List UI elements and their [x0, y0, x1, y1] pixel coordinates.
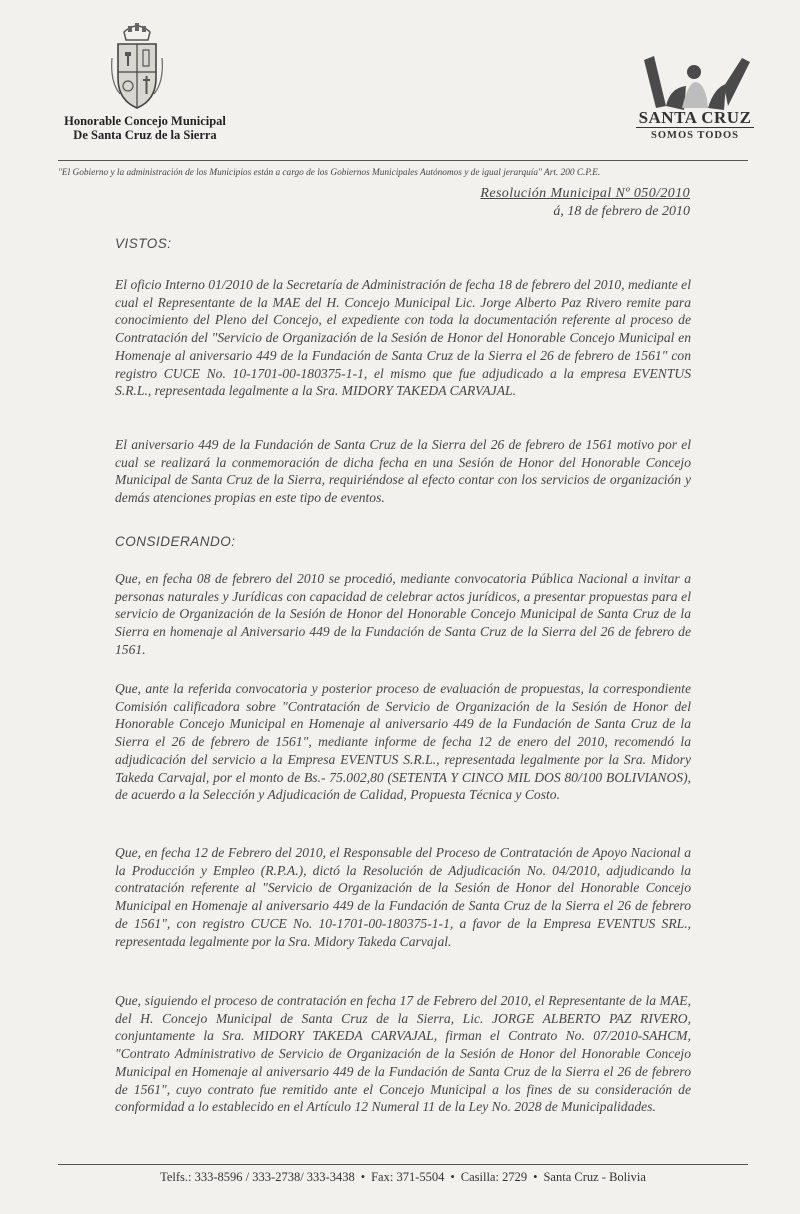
org-line-1: Honorable Concejo Municipal [64, 114, 226, 128]
footer-contact: Telfs.: 333-8596 / 333-2738/ 333-3438 • Fax: 371-5504 • Casilla: 2729 • Santa Cruz - Bolivia [160, 1170, 646, 1184]
footer-divider [58, 1164, 748, 1165]
header-divider [58, 160, 748, 161]
organization-name [40, 114, 250, 142]
logo-title: SANTA CRUZ [638, 108, 752, 127]
paragraph-considerando-1: Que, en fecha 08 de febrero del 2010 se procedió, mediante convocatoria Pública Nacional a invitar a personas naturales y Jurídicas con capacidad de celebrar actos jurídicos, a presentar propuestas para el servicio de Organización de la Sesión de Honor del Honorable Concejo Municipal de Santa Cruz de la Sierra en homenaje al Aniversario 449 de la Fundación de Santa Cruz de la Sierra del 26 de febrero de 1561. [115, 571, 691, 657]
footer-casilla: Casilla: 2729 [460, 1170, 528, 1184]
considerando-heading: CONSIDERANDO: [115, 534, 236, 549]
paragraph-considerando-3: Que, en fecha 12 de Febrero del 2010, el Responsable del Proceso de Contratación de Apoyo Nacional a la Producción y Empleo (R.P.A.), dictó la Resolución de Adjudicación No. 04/2010, adjudicando la contratación referente al "Servicio de Organización de la Sesión de Honor del Honorable Concejo Municipal en Homenaje al aniversario 449 de la Fundación de Santa Cruz de la Sierra el 26 de febrero de 1561", con registro CUCE No. 10-1701-00-180375-1-1, a favor de la Empresa EVENTUS SRL., representada legalmente por la Sra. Midory Takeda Carvajal. [115, 845, 691, 949]
logo-subtitle: SOMOS TODOS [636, 127, 754, 141]
paragraph-vistos-2: El aniversario 449 de la Fundación de Santa Cruz de la Sierra del 26 de febrero de 1561 motivo por el cual se realizará la conmemoración de dicha fecha en una Sesión de Honor del Honorable Concejo Municipal de Santa Cruz de la Sierra, requiriéndose al efecto contar con los servicios de organización y demás atenciones propias en este tipo de eventos. [115, 437, 691, 506]
org-line-2: De Santa Cruz de la Sierra [73, 128, 217, 142]
resolution-date: á, 18 de febrero de 2010 [553, 204, 690, 219]
footer-phones: Telfs.: 333-8596 / 333-2738/ 333-3438 [160, 1170, 355, 1184]
paragraph-vistos-1: El oficio Interno 01/2010 de la Secretaría de Administración de fecha 18 de febrero del 2010, mediante el cual el Representante de la MAE del H. Concejo Municipal Lic. Jorge Alberto Paz Rivero remite para conocimiento del Pleno del Concejo, el expediente con toda la documentación referente al proceso de Contratación del "Servicio de Organización de la Sesión de Honor del Honorable Concejo Municipal en Homenaje al aniversario 449 de la Fundación de Santa Cruz de la Sierra el 26 de febrero de 1561" con registro CUCE No. 10-1701-00-180375-1-1, el mismo que fue adjudicado a la empresa EVENTUS S.R.L., representada legalmente a la Sra. MIDORY TAKEDA CARVAJAL. [115, 277, 691, 399]
paragraph-considerando-4: Que, siguiendo el proceso de contratación en fecha 17 de Febrero del 2010, el Representante de la MAE, del H. Concejo Municipal de Santa Cruz de la Sierra, Lic. JORGE ALBERTO PAZ RIVERO, conjuntamente la Sra. MIDORY TAKEDA CARVAJAL, firman el Contrato No. 07/2010-SAHCM, "Contrato Administrativo de Servicio de Organización de la Sesión de Honor del Honorable Concejo Municipal en Homenaje al aniversario 449 de la Fundación de Santa Cruz de la Sierra el 26 de febrero de 1561", cuyo contrato fue remitido ante el Concejo Municipal a los fines de su consideración de conformidad a lo establecido en el Artículo 12 Numeral 11 de la Ley No. 2028 de Municipalidades. [115, 993, 691, 1115]
resolution-title: Resolución Municipal Nº 050/2010 [480, 186, 690, 201]
footer-location: Santa Cruz - Bolivia [543, 1170, 646, 1184]
coat-of-arms-icon [110, 22, 164, 112]
paragraph-considerando-2: Que, ante la referida convocatoria y posterior proceso de evaluación de propuestas, la correspondiente Comisión calificadora sobre "Contratación de Servicio de Organización de la Sesión de Honor del Honorable Concejo Municipal en Homenaje al aniversario 449 de la Fundación de Santa Cruz de la Sierra el 26 de febrero de 1561", mediante informe de fecha 12 de enero del 2010, recomendó la adjudicación del servicio a la Empresa EVENTUS S.R.L., representada legalmente por la Sra. Midory Takeda Carvajal, por el monto de Bs.- 75.002,80 (SETENTA Y CINCO MIL DOS 80/100 BOLIVIANOS), de acuerdo a la Selección y Adjudicación de Calidad, Propuesta Técnica y Costo. [115, 681, 691, 803]
footer-fax: Fax: 371-5504 [371, 1170, 445, 1184]
resolution-header [480, 186, 690, 220]
vistos-heading: VISTOS: [115, 236, 172, 251]
constitution-quote: "El Gobierno y la administración de los Municipios están a cargo de los Gobiernos Municipales Autónomos y de igual jerarquía" Art. 200 C.P.E. [58, 168, 601, 178]
